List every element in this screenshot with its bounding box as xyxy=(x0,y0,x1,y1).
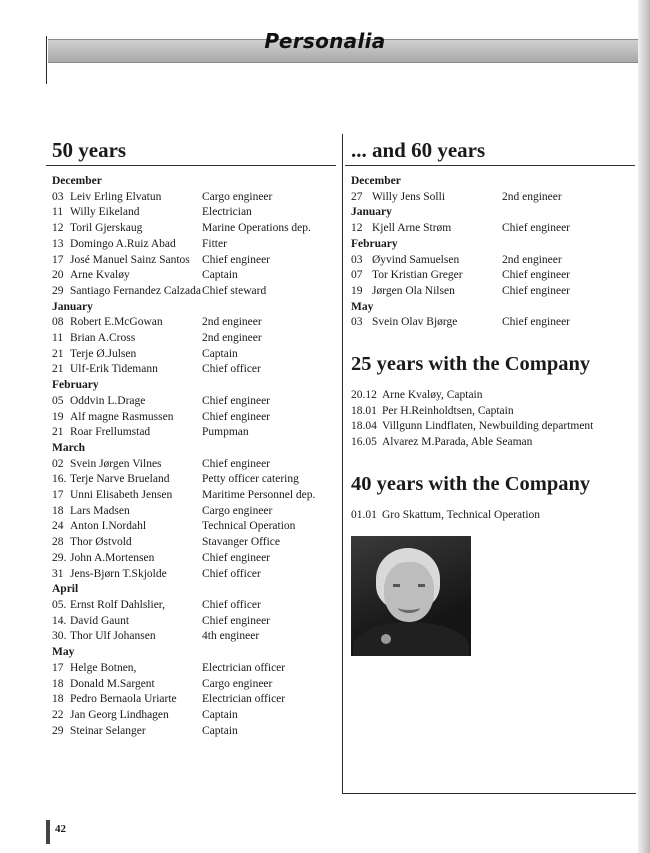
list-item xyxy=(52,362,336,378)
person-name: Ernst Rolf Dahlslier, xyxy=(70,598,166,611)
list-item xyxy=(52,504,336,520)
person-name: Kjell Arne Strøm xyxy=(372,222,452,235)
person-name: Robert E.McGowan xyxy=(70,316,163,329)
person-entry: Alvarez M.Parada, Able Seaman xyxy=(382,436,533,449)
role: Maritime Personnel dep. xyxy=(202,489,316,502)
list-item xyxy=(351,284,635,300)
day: 28 xyxy=(52,536,64,549)
person-name: David Gaunt xyxy=(70,614,130,627)
day: 18 xyxy=(52,504,64,517)
list-item xyxy=(351,419,635,435)
list-item xyxy=(351,190,635,206)
person-name: Svein Jørgen Vilnes xyxy=(70,457,162,470)
list-item xyxy=(52,535,336,551)
date: 18.04 xyxy=(351,420,377,433)
person-name: Terje Narve Brueland xyxy=(70,473,170,486)
bottom-rule xyxy=(342,793,636,794)
role: Chief engineer xyxy=(502,269,571,282)
list-item xyxy=(351,435,635,451)
fifty-years-column xyxy=(52,138,336,739)
date: 16.05 xyxy=(351,436,377,449)
day: 05. xyxy=(52,598,67,611)
day: 17 xyxy=(52,489,64,502)
page-edge xyxy=(638,0,650,853)
list-item xyxy=(52,331,336,347)
day: 03 xyxy=(351,253,363,266)
day: 11 xyxy=(52,206,64,219)
person-name: Domingo A.Ruiz Abad xyxy=(70,237,176,250)
sixty-years-heading: ... and 60 years xyxy=(345,138,635,166)
list-item xyxy=(52,598,336,614)
month-label: February xyxy=(351,237,398,250)
list-item xyxy=(52,268,336,284)
day: 18 xyxy=(52,677,64,690)
column-divider xyxy=(342,134,343,794)
person-name: Jørgen Ola Nilsen xyxy=(372,284,455,297)
person-name: Svein Olav Bjørge xyxy=(372,316,458,329)
day: 14. xyxy=(52,614,67,627)
person-name: Arne Kvaløy xyxy=(70,269,130,282)
person-name: Thor Østvold xyxy=(70,536,132,549)
list-item xyxy=(351,253,635,269)
fifty-years-heading: 50 years xyxy=(46,138,336,166)
list-item xyxy=(351,388,635,404)
month-label: May xyxy=(52,646,75,659)
day: 07 xyxy=(351,269,363,282)
list-item xyxy=(52,237,336,253)
day: 18 xyxy=(52,693,64,706)
list-item xyxy=(351,404,635,420)
day: 24 xyxy=(52,520,64,533)
day: 11 xyxy=(52,332,64,345)
list-item xyxy=(52,315,336,331)
list-item xyxy=(52,253,336,269)
person-name: Leiv Erling Elvatun xyxy=(70,190,162,203)
list-item xyxy=(52,284,336,300)
person-name: Steinar Selanger xyxy=(70,724,146,737)
list-item xyxy=(351,221,635,237)
day: 17 xyxy=(52,253,64,266)
twenty-five-years-heading: 25 years with the Company xyxy=(351,353,591,376)
day: 21 xyxy=(52,363,64,376)
day: 30. xyxy=(52,630,67,643)
role: Captain xyxy=(202,724,238,737)
day: 31 xyxy=(52,567,64,580)
person-name: Santiago Fernandez Calzada xyxy=(70,284,201,297)
person-name: Toril Gjerskaug xyxy=(70,222,143,235)
role: Cargo engineer xyxy=(202,190,273,203)
list-item xyxy=(52,677,336,693)
list-item xyxy=(52,457,336,473)
person-name: Anton I.Nordahl xyxy=(70,520,147,533)
portrait-photo xyxy=(351,536,471,656)
role: Electrician officer xyxy=(202,693,286,706)
person-name: Ulf-Erik Tidemann xyxy=(70,363,158,376)
person-name: Terje Ø.Julsen xyxy=(70,347,137,360)
role: Chief officer xyxy=(202,567,261,580)
list-item xyxy=(52,488,336,504)
day: 12 xyxy=(52,222,64,235)
list-item xyxy=(52,708,336,724)
list-item xyxy=(52,425,336,441)
role: Fitter xyxy=(202,237,227,250)
person-name: Brian A.Cross xyxy=(70,332,136,345)
role: Chief engineer xyxy=(202,253,271,266)
list-item xyxy=(52,472,336,488)
role: 2nd engineer xyxy=(502,253,562,266)
person-name: Lars Madsen xyxy=(70,504,130,517)
role: Chief officer xyxy=(202,363,261,376)
list-item xyxy=(52,410,336,426)
person-name: Helge Botnen, xyxy=(70,661,137,674)
list-item xyxy=(52,692,336,708)
day: 29 xyxy=(52,724,64,737)
day: 12 xyxy=(351,222,363,235)
day: 08 xyxy=(52,316,64,329)
day: 29 xyxy=(52,284,64,297)
person-entry: Villgunn Lindflaten, Newbuilding department xyxy=(382,420,594,433)
person-name: Alf magne Rasmussen xyxy=(70,410,174,423)
role: Petty officer catering xyxy=(202,473,299,486)
person-name: Øyvind Samuelsen xyxy=(372,253,460,266)
list-item xyxy=(52,190,336,206)
day: 05 xyxy=(52,394,64,407)
month-label: January xyxy=(52,300,93,313)
role: 2nd engineer xyxy=(202,316,262,329)
list-item xyxy=(351,508,635,524)
role: Electrician xyxy=(202,206,252,219)
sixty-years-column xyxy=(351,138,635,656)
list-item xyxy=(52,661,336,677)
role: Cargo engineer xyxy=(202,504,273,517)
person-name: Jan Georg Lindhagen xyxy=(70,708,169,721)
role: Stavanger Office xyxy=(202,536,281,549)
role: Chief engineer xyxy=(202,551,271,564)
month-label: April xyxy=(52,583,79,596)
person-name: Roar Frellumstad xyxy=(70,426,151,439)
day: 19 xyxy=(351,284,363,297)
role: Chief engineer xyxy=(502,284,571,297)
list-item xyxy=(52,629,336,645)
day: 29. xyxy=(52,551,67,564)
day: 21 xyxy=(52,426,64,439)
role: Chief engineer xyxy=(202,457,271,470)
person-name: Willy Eikeland xyxy=(70,206,140,219)
month-label: January xyxy=(351,206,392,219)
role: Chief engineer xyxy=(202,614,271,627)
person-name: Unni Elisabeth Jensen xyxy=(70,489,173,502)
list-item xyxy=(52,614,336,630)
page-title: Personalia xyxy=(264,29,386,53)
role: Captain xyxy=(202,347,238,360)
role: Chief engineer xyxy=(502,316,571,329)
role: Technical Operation xyxy=(202,520,296,533)
date: 01.01 xyxy=(351,508,377,521)
month-label: February xyxy=(52,379,99,392)
role: Chief engineer xyxy=(202,394,271,407)
day: 13 xyxy=(52,237,64,250)
person-entry: Arne Kvaløy, Captain xyxy=(382,389,483,402)
day: 22 xyxy=(52,708,64,721)
role: Marine Operations dep. xyxy=(202,222,311,235)
day: 27 xyxy=(351,190,363,203)
list-item xyxy=(52,519,336,535)
role: Chief steward xyxy=(202,284,267,297)
person-name: Jens-Bjørn T.Skjolde xyxy=(70,567,167,580)
day: 03 xyxy=(52,190,64,203)
date: 20.12 xyxy=(351,389,377,402)
list-item xyxy=(52,567,336,583)
person-name: Donald M.Sargent xyxy=(70,677,155,690)
person-name: John A.Mortensen xyxy=(70,551,155,564)
role: 4th engineer xyxy=(202,630,260,643)
role: 2nd engineer xyxy=(202,332,262,345)
list-item xyxy=(52,347,336,363)
list-item xyxy=(52,205,336,221)
role: Captain xyxy=(202,708,238,721)
day: 21 xyxy=(52,347,64,360)
role: Electrician officer xyxy=(202,661,286,674)
role: 2nd engineer xyxy=(502,190,562,203)
person-name: Pedro Bernaola Uriarte xyxy=(70,693,177,706)
list-item xyxy=(351,268,635,284)
day: 17 xyxy=(52,661,64,674)
person-name: Tor Kristian Greger xyxy=(372,269,463,282)
list-item xyxy=(52,394,336,410)
role: Cargo engineer xyxy=(202,677,273,690)
day: 02 xyxy=(52,457,64,470)
forty-years-heading: 40 years with the Company xyxy=(351,472,591,495)
month-label: May xyxy=(351,300,374,313)
role: Captain xyxy=(202,269,238,282)
person-name: Willy Jens Solli xyxy=(372,190,446,203)
person-name: Thor Ulf Johansen xyxy=(70,630,156,643)
person-name: Oddvin L.Drage xyxy=(70,394,146,407)
role: Pumpman xyxy=(202,426,249,439)
list-item xyxy=(52,221,336,237)
day: 19 xyxy=(52,410,64,423)
day: 20 xyxy=(52,269,64,282)
day: 16. xyxy=(52,473,67,486)
page-number: 42 xyxy=(55,823,66,835)
page-number-bar xyxy=(46,820,50,844)
date: 18.01 xyxy=(351,404,377,417)
list-item xyxy=(52,724,336,740)
role: Chief engineer xyxy=(202,410,271,423)
person-name: José Manuel Sainz Santos xyxy=(70,253,190,266)
role: Chief officer xyxy=(202,598,261,611)
day: 03 xyxy=(351,316,363,329)
person-entry: Per H.Reinholdtsen, Captain xyxy=(382,404,514,417)
list-item xyxy=(351,315,635,331)
person-entry: Gro Skattum, Technical Operation xyxy=(382,508,541,521)
list-item xyxy=(52,551,336,567)
month-label: December xyxy=(52,175,102,187)
month-label: December xyxy=(351,175,401,187)
month-label: March xyxy=(52,441,86,454)
role: Chief engineer xyxy=(502,222,571,235)
